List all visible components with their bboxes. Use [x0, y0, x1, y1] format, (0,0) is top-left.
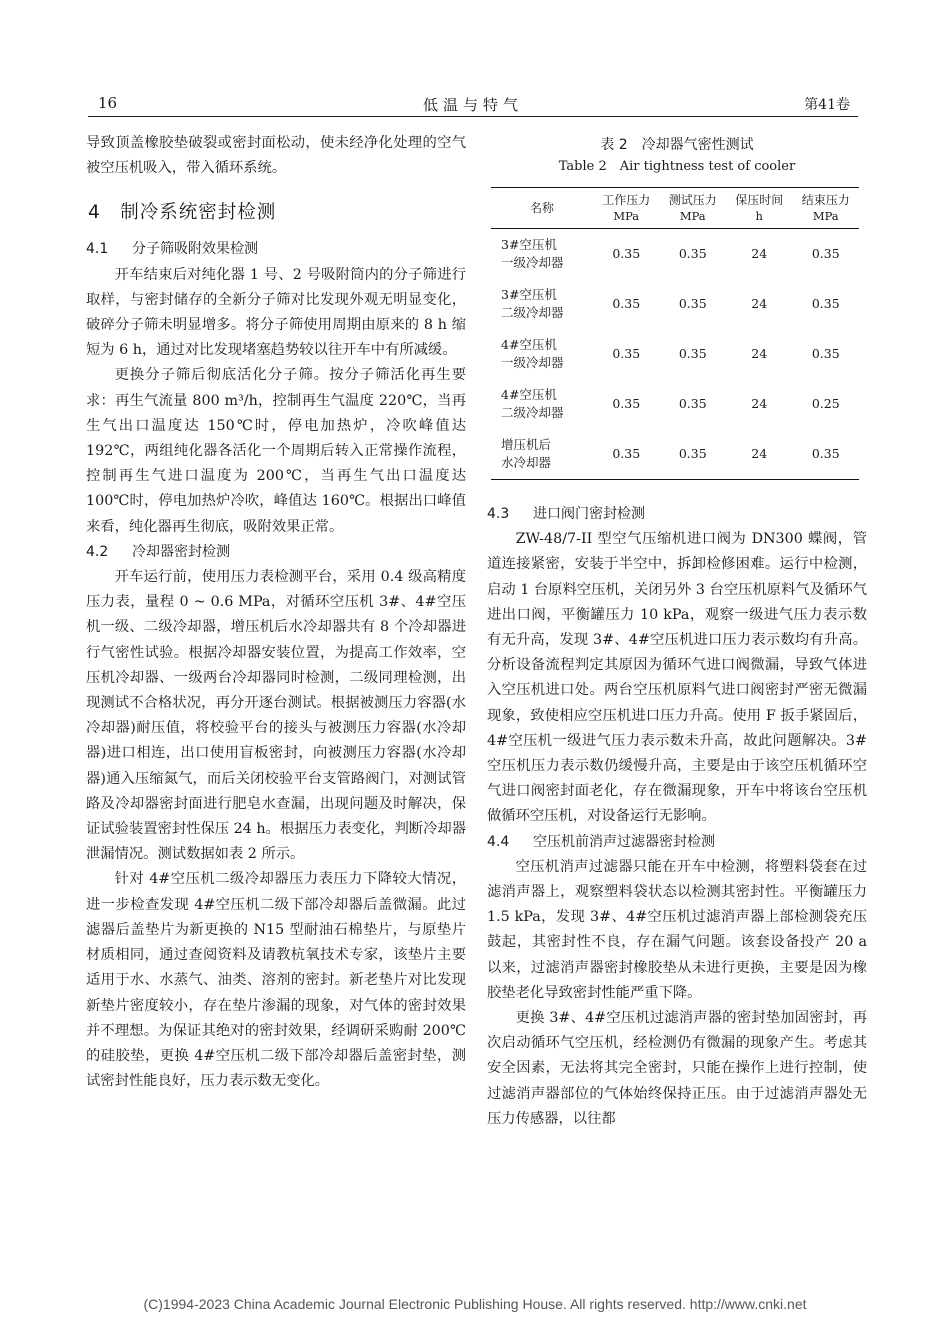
paragraph: 开车运行前，使用压力表检测平台，采用 0.4 级高精度压力表，量程 0 ~ 0.6 MPa，对循环空压机 3#、4#空压机一级、二级冷却器，增压机后水冷却器共有 8 个冷却器进行气密性试验。根据冷却器安装位置，为提高工作效率，空压机冷却器、一级两台冷却器同时检测，二级同理检测，出现测试不合格状况，再分开逐台测试。根据被测压力容器(水冷却器)耐压值，将校验平台的接头与被测压力容器(水冷却器)进口相连，出口使用盲板密封，向被测压力容器(水冷却器)通入压缩氮气，而后关闭校验平台支管路阀门，对测试管路及冷却器密封面进行肥皂水查漏，出现问题及时解决，保证试验装置密封性保压 24 h。根据压力表变化，判断冷却器泄漏情况。测试数据如表 2 所示。 [86, 569, 466, 863]
table-caption [487, 135, 867, 177]
header-test-pressure: 测试压力 MPa [668, 193, 717, 223]
cell-test-pressure: 0.35 [678, 246, 707, 261]
copyright-footer: (C)1994-2023 China Academic Journal Electronic Publishing House. All rights reserved. http://www.cnki.net [143, 1296, 807, 1312]
cell-end-pressure: 0.35 [811, 446, 840, 461]
running-header [88, 94, 858, 117]
paragraph: 开车结束后对纯化器 1 号、2 号吸附筒内的分子筛进行取样，与密封储存的全新分子筛对比发现外观无明显变化，破碎分子筛未明显增多。将分子筛使用周期由原来的 8 h 缩短为 6 h，通过对比发现堵塞趋势较以往开车中有所减缓。 [86, 266, 466, 359]
cell-work-pressure: 0.35 [612, 396, 641, 411]
cell-test-pressure: 0.35 [678, 346, 707, 361]
table-row [491, 429, 859, 480]
subsection-4-2-heading [86, 540, 466, 565]
cell-work-pressure: 0.35 [612, 246, 641, 261]
cell-end-pressure: 0.35 [811, 246, 840, 261]
paragraph: 更换分子筛后彻底活化分子筛。按分子筛活化再生要求：再生气流量 800 m³/h，控制再生气温度 220℃，当再生气出口温度达 150℃时，停电加热炉，冷吹峰值达 192℃，两组纯化器各活化一个周期后转入正常操作流程，控制再生气进口温度为 200℃，当再生气出口温度达 100℃时，停电加热炉冷吹，峰值达 160℃。根据出口峰值来看，纯化器再生彻底，吸附效果正常。 [86, 367, 466, 535]
cell-name: 4#空压机 二级冷却器 [501, 387, 564, 420]
subsection-number: 4.3 [487, 506, 510, 522]
cell-hold-time: 24 [751, 446, 768, 461]
subsection-title: 进口阀门密封检测 [533, 506, 645, 522]
paragraph: 针对 4#空压机二级冷却器压力表压力下降较大情况，进一步检查发现 4#空压机二级下部冷却器后盖微漏。此过滤器后盖垫片为新更换的 N15 型耐油石棉垫片，与原垫片材质相同，通过查阅资料及请教杭氧技术专家，该垫片主要适用于水、水蒸气、油类、溶剂的密封。新老垫片对比发现新垫片密度较小，存在垫片渗漏的现象，对气体的密封效果并不理想。为保证其绝对的密封效果，经调研采购耐 200℃的硅胶垫，更换 4#空压机二级下部冷却器后盖密封垫，测试密封性能良好，压力表示数无变化。 [86, 871, 466, 1090]
section-title: 制冷系统密封检测 [120, 202, 277, 224]
subsection-4-3-heading [487, 502, 867, 527]
table-row [491, 229, 859, 280]
table-caption-en: Table 2 Air tightness test of cooler [558, 159, 796, 174]
paragraph: ZW-48/7-II 型空气压缩机进口阀为 DN300 蝶阀，管道连接紧密，安装于半空中，拆卸检修困难。运行中检测，启动 1 台原料空压机，关闭另外 3 台空压机原料气及循环气进出口阀，平衡罐压力 10 kPa，观察一级进气压力表示数有无升高，发现 3#、4#空压机进口压力表示数均有升高。分析设备流程判定其原因为循环气进口阀微漏，导致气体进入空压机进口处。两台空压机原料气进口阀密封严密无微漏现象，致使相应空压机进口压力升高。使用 F 扳手紧固后，4#空压机一级进气压力表示数未升高，故此问题解决。3#空压机压力表示数仍缓慢升高，主要是由于该空压机循环空气进口阀密封面老化，存在微漏现象，开车中将该台空压机做循环空压机，对设备运行无影响。 [487, 531, 867, 825]
subsection-number: 4.1 [86, 241, 109, 258]
paragraph-continued: 导致顶盖橡胶垫破裂或密封面松动，使未经净化处理的空气被空压机吸入，带入循环系统。 [86, 135, 466, 177]
volume-label: 第41卷 [804, 97, 850, 113]
cell-hold-time: 24 [751, 246, 768, 261]
cell-hold-time: 24 [751, 396, 768, 411]
cell-work-pressure: 0.35 [612, 296, 641, 311]
table-row [491, 329, 859, 379]
header-hold-time: 保压时间 h [735, 193, 784, 223]
subsection-number: 4.2 [86, 543, 109, 560]
journal-title: 低温与特气 [422, 96, 523, 114]
paragraph: 空压机消声过滤器只能在开车中检测，将塑料袋套在过滤消声器上，观察塑料袋状态以检测其密封性。平衡罐压力 1.5 kPa，发现 3#、4#空压机过滤消声器上部检测袋充压鼓起，其密封性不良，存在漏气问题。该套设备投产 20 a 以来，过滤消声器密封橡胶垫从未进行更换，主要是因为橡胶垫老化导致密封性能严重下降。 [487, 858, 867, 1001]
header-end-pressure: 结束压力 MPa [801, 193, 850, 223]
table-row [491, 279, 859, 329]
section-4-heading [88, 198, 466, 224]
cell-name: 3#空压机 二级冷却器 [501, 287, 564, 320]
right-column [487, 131, 867, 1132]
cell-name: 3#空压机 一级冷却器 [501, 237, 564, 270]
table-caption-cn: 表 2 冷却器气密性测试 [600, 137, 754, 153]
cell-hold-time: 24 [751, 346, 768, 361]
cell-test-pressure: 0.35 [678, 396, 707, 411]
header-name: 名称 [529, 201, 554, 215]
subsection-title: 冷却器密封检测 [132, 543, 230, 560]
subsection-number: 4.4 [487, 833, 510, 850]
cell-work-pressure: 0.35 [612, 346, 641, 361]
cell-end-pressure: 0.25 [811, 396, 840, 411]
page-number: 16 [98, 94, 118, 112]
cell-end-pressure: 0.35 [811, 346, 840, 361]
table-header-row [491, 188, 859, 229]
cell-name: 增压机后 水冷却器 [501, 437, 552, 470]
cell-hold-time: 24 [751, 296, 768, 311]
left-column [86, 131, 466, 1094]
subsection-title: 空压机前消声过滤器密封检测 [533, 833, 715, 850]
subsection-4-1-heading [86, 237, 466, 262]
cell-name: 4#空压机 一级冷却器 [501, 337, 564, 370]
cell-test-pressure: 0.35 [678, 296, 707, 311]
header-work-pressure: 工作压力 MPa [602, 193, 651, 223]
cell-end-pressure: 0.35 [811, 296, 840, 311]
table-row [491, 379, 859, 429]
cell-work-pressure: 0.35 [612, 446, 641, 461]
section-number: 4 [88, 202, 101, 224]
subsection-title: 分子筛吸附效果检测 [132, 241, 258, 258]
subsection-4-4-heading [487, 830, 867, 855]
paragraph: 更换 3#、4#空压机过滤消声器的密封垫加固密封，再次启动循环气空压机，经检测仍有微漏的现象产生。考虑其安全因素，无法将其完全密封，只能在操作上进行控制，使过滤消声器部位的气体始终保持正压。由于过滤消声器处无压力传感器，以往都 [487, 1010, 867, 1127]
cooler-airtightness-table [491, 187, 859, 480]
cell-test-pressure: 0.35 [678, 446, 707, 461]
